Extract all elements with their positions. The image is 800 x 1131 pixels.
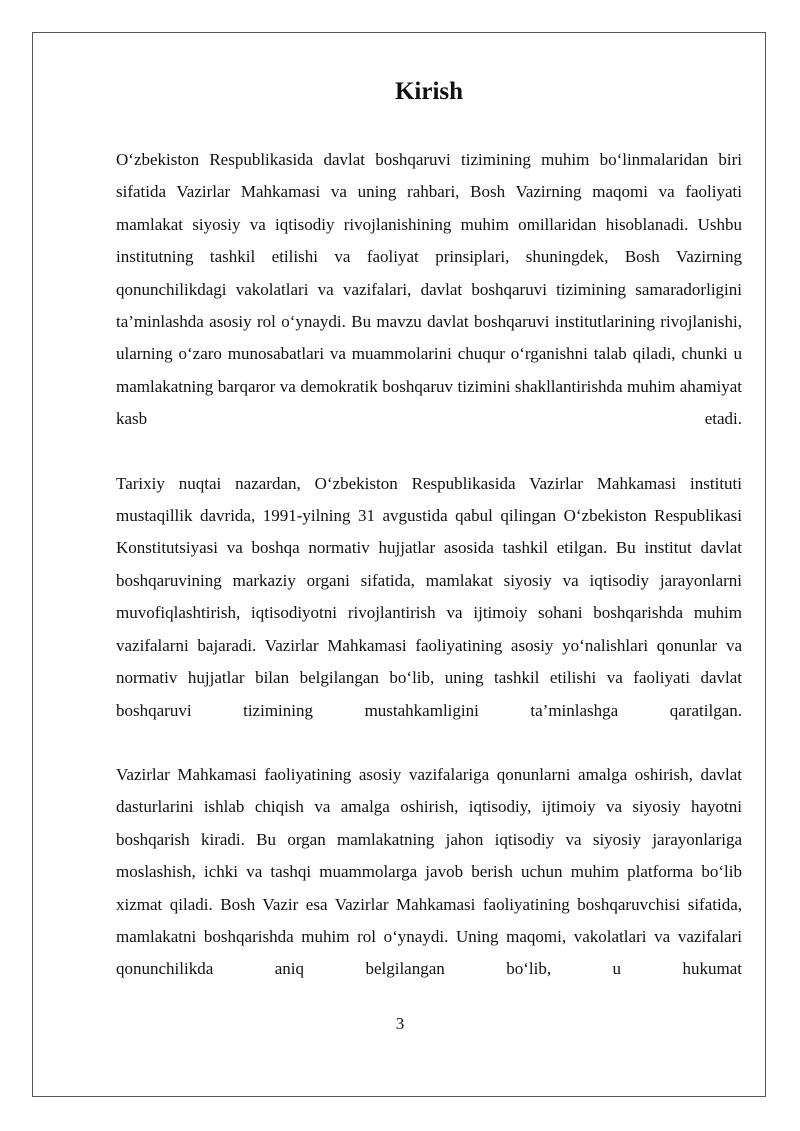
paragraph-2: Tarixiy nuqtai nazardan, O‘zbekiston Respublikasida Vazirlar Mahkamasi instituti mustaqillik davrida, 1991-yilning 31 avgustida qabul qilingan O‘zbekiston Respublikasi Konstitutsiyasi va boshqa normativ hujjatlar asosida tashkil etilgan. Bu institut davlat boshqaruvining markaziy organi sifatida, mamlakat siyosiy va iqtisodiy jarayonlarni muvofiqlashtirish, iqtisodiyotni rivojlantirish va ijtimoiy sohani boshqarishda muhim vazifalarni bajaradi. Vazirlar Mahkamasi faoliyatining asosiy yo‘nalishlari qonunlar va normativ hujjatlar bilan belgilangan bo‘lib, uning tashkil etilishi va faoliyati davlat boshqaruvi tizimining mustahkamligini ta’minlashga qaratilgan. [116,473,742,720]
page-number: 3 [395,1014,405,1033]
page-title: Kirish [394,78,464,105]
paragraph-gap [116,436,742,468]
document-body [116,74,742,986]
paragraph-1: O‘zbekiston Respublikasida davlat boshqaruvi tizimining muhim bo‘linmalaridan biri sifatida Vazirlar Mahkamasi va uning rahbari, Bosh Vazirning maqomi va faoliyati mamlakat siyosiy va iqtisodiy rivojlanishining muhim omillaridan hisoblanadi. Ushbu institutning tashkil etilishi va faoliyat prinsiplari, shuningdek, Bosh Vazirning qonunchilikdagi vakolatlari va vazifalari, davlat boshqaruvi tizimining samaradorligini ta’minlashda asosiy rol o‘ynaydi. Bu mavzu davlat boshqaruvi institutlarining rivojlanishi, ularning o‘zaro munosabatlari va muammolarini chuqur o‘rganishni talab qiladi, chunki u mamlakatning barqaror va demokratik boshqaruv tizimini shakllantirishda muhim ahamiyat kasb etadi. [116,150,742,429]
paragraph-3: Vazirlar Mahkamasi faoliyatining asosiy vazifalariga qonunlarni amalga oshirish, davlat dasturlarini ishlab chiqish va amalga oshirish, iqtisodiy, ijtimoiy va siyosiy hayotni boshqarish kiradi. Bu organ mamlakatning jahon iqtisodiy va siyosiy jarayonlariga moslashish, ichki va tashqi muammolarga javob berish uchun muhim platforma bo‘lib xizmat qiladi. Bosh Vazir esa Vazirlar Mahkamasi faoliyatining boshqaruvchisi sifatida, mamlakatni boshqarishda muhim rol o‘ynaydi. Uning maqomi, vakolatlari va vazifalari qonunchilikda aniq belgilangan bo‘lib, u hukumat [116,764,742,979]
paragraph-gap [116,727,742,759]
